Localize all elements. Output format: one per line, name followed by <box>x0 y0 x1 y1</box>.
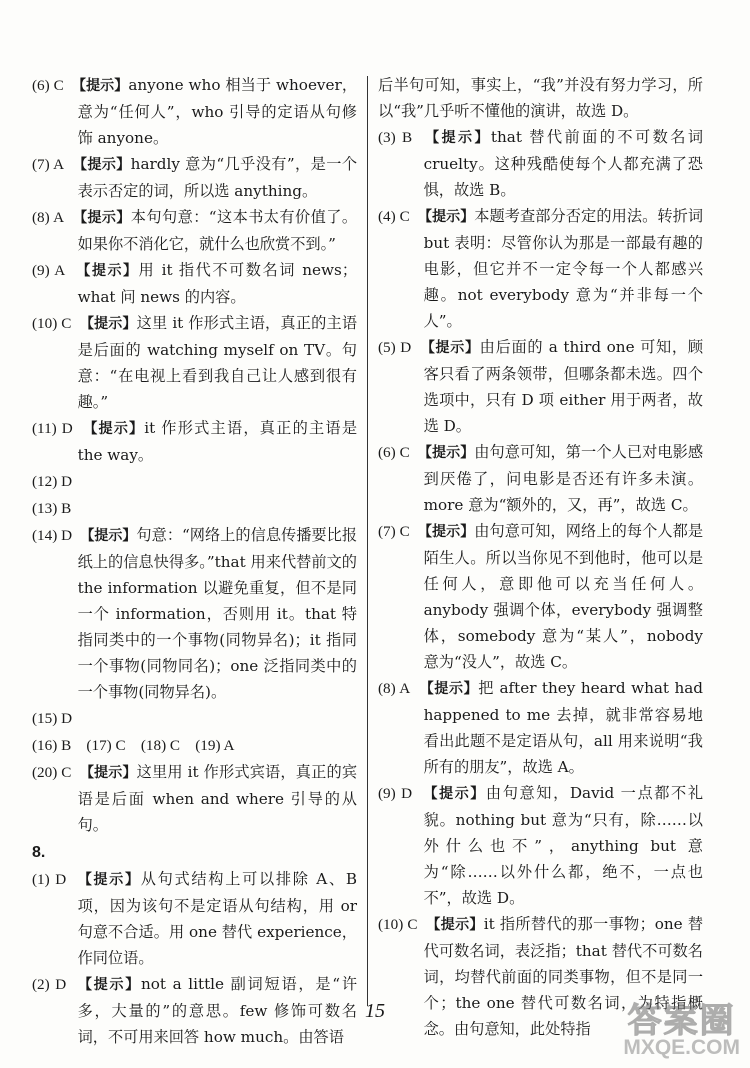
answer-item <box>378 124 703 203</box>
answer-explanation: 这里用 it 作形式宾语，真正的宾语是后面 when and where 引导的从句。 <box>77 763 358 834</box>
hint-tag: 【提示】 <box>83 263 139 279</box>
answer-label: (13) B <box>32 500 72 517</box>
answer-item-body <box>32 705 357 732</box>
answer-explanation: 句意：“网络上的信息传播要比报纸上的信息快得多。”that 用来代替前文的 the information 以避免重复，但不是同一个 information，否则用 it。that 特指同类中的一个事物(同物异名)；it 指同一个事物(同物同名)；one 泛指同类中的一个事物(同物异名)。 <box>77 526 358 701</box>
answer-explanation: 本题考查部分否定的用法。转折词 but 表明：尽管你认为那是一部最有趣的电影，但它并不一定令每一个人都感兴趣。not everybody 意为“并非每一个人”。 <box>423 207 704 330</box>
answer-item-body <box>378 518 703 675</box>
left-answer-list-part1 <box>32 72 357 838</box>
answer-label: (5) D <box>378 339 412 356</box>
answer-item <box>378 675 703 780</box>
answer-item <box>32 72 357 151</box>
answer-item-body <box>378 124 703 203</box>
answer-item-body <box>378 780 703 911</box>
answer-explanation: 从句式结构上可以排除 A、B 项，因为该句不是定语从句结构，用 or 句意不合适。用 one 替代 experience，作同位语。 <box>77 870 357 967</box>
watermark-logo-text: 答案圈 <box>627 1001 736 1041</box>
answer-label: (12) D <box>32 473 73 490</box>
answer-item-body <box>32 866 357 971</box>
answer-label: (3) B <box>378 129 413 146</box>
answer-label: (6) C <box>32 77 64 94</box>
hint-tag: 【提示】 <box>84 872 141 888</box>
answer-explanation: that 替代前面的不可数名词 cruelty。这种残酷使每个人都充满了恐惧，故选 B。 <box>423 128 704 199</box>
answer-explanation: 由后面的 a third one 可知，顾客只看了两条领带，但哪条都未选。四个选项中，只有 D 项 either 用于两者，故选 D。 <box>423 338 704 435</box>
answer-explanation: 本句句意：“这本书太有价值了。如果你不消化它，就什么也欣赏不到。” <box>77 208 358 253</box>
hint-tag: 【提示】 <box>84 977 141 993</box>
answer-item <box>32 732 357 759</box>
left-column <box>32 72 357 1050</box>
page-number: 15 <box>365 1000 385 1022</box>
answer-item-body <box>32 495 357 522</box>
continuation-text: 后半句可知，事实上，“我”并没有努力学习，所以“我”几乎听不懂他的演讲，故选 D。 <box>378 76 703 120</box>
watermark-site: MXQE.COM <box>623 1036 740 1059</box>
answer-item <box>32 257 357 310</box>
hint-tag: 【提示】 <box>86 316 137 332</box>
hint-tag: 【提示】 <box>80 157 131 173</box>
answer-item-body <box>32 415 357 468</box>
hint-tag: 【提示】 <box>430 786 486 802</box>
answer-label: (10) C <box>32 315 72 332</box>
hint-tag: 【提示】 <box>80 210 131 226</box>
answer-item <box>32 468 357 495</box>
column-divider <box>367 76 368 1006</box>
answer-item-body <box>378 675 703 780</box>
answer-label: (1) D <box>32 871 67 888</box>
answer-item-body <box>32 151 357 204</box>
right-answer-list <box>378 124 703 1042</box>
answer-item-body <box>32 310 357 415</box>
hint-tag: 【提示】 <box>425 445 475 461</box>
answer-item <box>32 705 357 732</box>
answer-item <box>32 866 357 971</box>
answer-item-body <box>32 257 357 310</box>
answer-label: (7) C <box>378 523 410 540</box>
answer-item <box>378 780 703 911</box>
answer-explanation: it 指所替代的那一事物；one 替代可数名词，表泛指；that 替代不可数名词，均替代前面的同类事物，但不是同一个；the one 替代可数名词，为特指概念。由句意知，此处特指 <box>423 915 704 1038</box>
answer-explanation: not a little 副词短语，是“许多，大量的”的意思。few 修饰可数名词，不可用来回答 how much。由答语 <box>77 975 358 1046</box>
answer-label: (14) D <box>32 527 73 544</box>
answer-explanation: anyone who 相当于 whoever，意为“任何人”，who 引导的定语从句修饰 anyone。 <box>77 76 358 147</box>
hint-tag: 【提示】 <box>87 528 137 544</box>
answer-item-body <box>32 204 357 257</box>
answer-label: (20) C <box>32 764 72 781</box>
answer-label: (6) C <box>378 444 410 461</box>
answer-explanation: hardly 意为“几乎没有”，是一个表示否定的词，所以选 anything。 <box>77 155 358 200</box>
answer-item <box>32 204 357 257</box>
answer-explanation: 由句意可知，第一个人已对电影感到厌倦了，问电影是否还有许多未演。more 意为“额外的，又，再”，故选 C。 <box>423 443 704 514</box>
right-column <box>378 72 703 1042</box>
answer-item <box>32 310 357 415</box>
answer-item <box>32 495 357 522</box>
answer-explanation: 由句意知，David 一点都不礼貌。nothing but 意为“只有，除……以外什么也不”，anything but 意为“除……以外什么都，绝不，一点也不”，故选 D。 <box>423 784 704 907</box>
answer-item <box>32 522 357 705</box>
answer-explanation: 这里 it 作形式主语，真正的主语是后面的 watching myself on TV。句意：“在电视上看到我自己让人感到很有趣。” <box>77 314 358 411</box>
answer-label: (7) A <box>32 156 65 173</box>
answer-item <box>378 334 703 439</box>
hint-tag: 【提示】 <box>426 681 479 697</box>
answer-item-body <box>32 732 357 759</box>
hint-tag: 【提示】 <box>90 421 145 437</box>
answer-explanation: 用 it 指代不可数名词 news；what 问 news 的内容。 <box>77 261 358 306</box>
section-heading-8: 8. <box>32 844 46 861</box>
answer-label: (16) B (17) C (18) C (19) A <box>32 737 235 754</box>
answer-item <box>378 203 703 334</box>
hint-tag: 【提示】 <box>432 130 491 146</box>
answer-item <box>378 518 703 675</box>
watermark-logo <box>623 993 740 1060</box>
answer-item <box>32 759 357 838</box>
hint-tag: 【提示】 <box>427 340 480 356</box>
answer-item-body <box>32 522 357 705</box>
hint-tag: 【提示】 <box>86 765 137 781</box>
answer-explanation: it 作形式主语，真正的主语是 the way。 <box>77 419 358 464</box>
answer-label: (8) A <box>378 680 411 697</box>
hint-tag: 【提示】 <box>425 209 475 225</box>
answer-item <box>32 151 357 204</box>
answer-explanation: 把 after they heard what had happened to me 去掉，就非常容易地看出此题不是定语从句，all 用来说明“我所有的朋友”，故选 A。 <box>423 679 704 776</box>
hint-tag: 【提示】 <box>433 917 484 933</box>
answer-item-body <box>32 759 357 838</box>
answer-item-body <box>378 203 703 334</box>
answer-item-body <box>32 72 357 151</box>
answer-item <box>32 415 357 468</box>
answer-label: (15) D <box>32 710 73 727</box>
answer-label: (10) C <box>378 916 418 933</box>
answer-item-body <box>378 334 703 439</box>
continuation-paragraph <box>378 72 703 124</box>
answer-label: (9) D <box>378 785 413 802</box>
answer-item <box>378 439 703 518</box>
answer-label: (11) D <box>32 420 73 437</box>
hint-tag: 【提示】 <box>425 524 475 540</box>
answer-explanation: 由句意可知，网络上的每个人都是陌生人。所以当你见不到他时，他可以是任何人，意即他可以充当任何人。anybody 强调个体，everybody 强调整体，somebody 意为“某人”，nobody 意为“没人”，故选 C。 <box>423 522 704 671</box>
answer-item-body <box>32 468 357 495</box>
answer-label: (4) C <box>378 208 410 225</box>
answer-label: (8) A <box>32 209 65 226</box>
answer-item-body <box>378 439 703 518</box>
answer-label: (2) D <box>32 976 67 993</box>
hint-tag: 【提示】 <box>79 78 129 94</box>
answer-label: (9) A <box>32 262 66 279</box>
